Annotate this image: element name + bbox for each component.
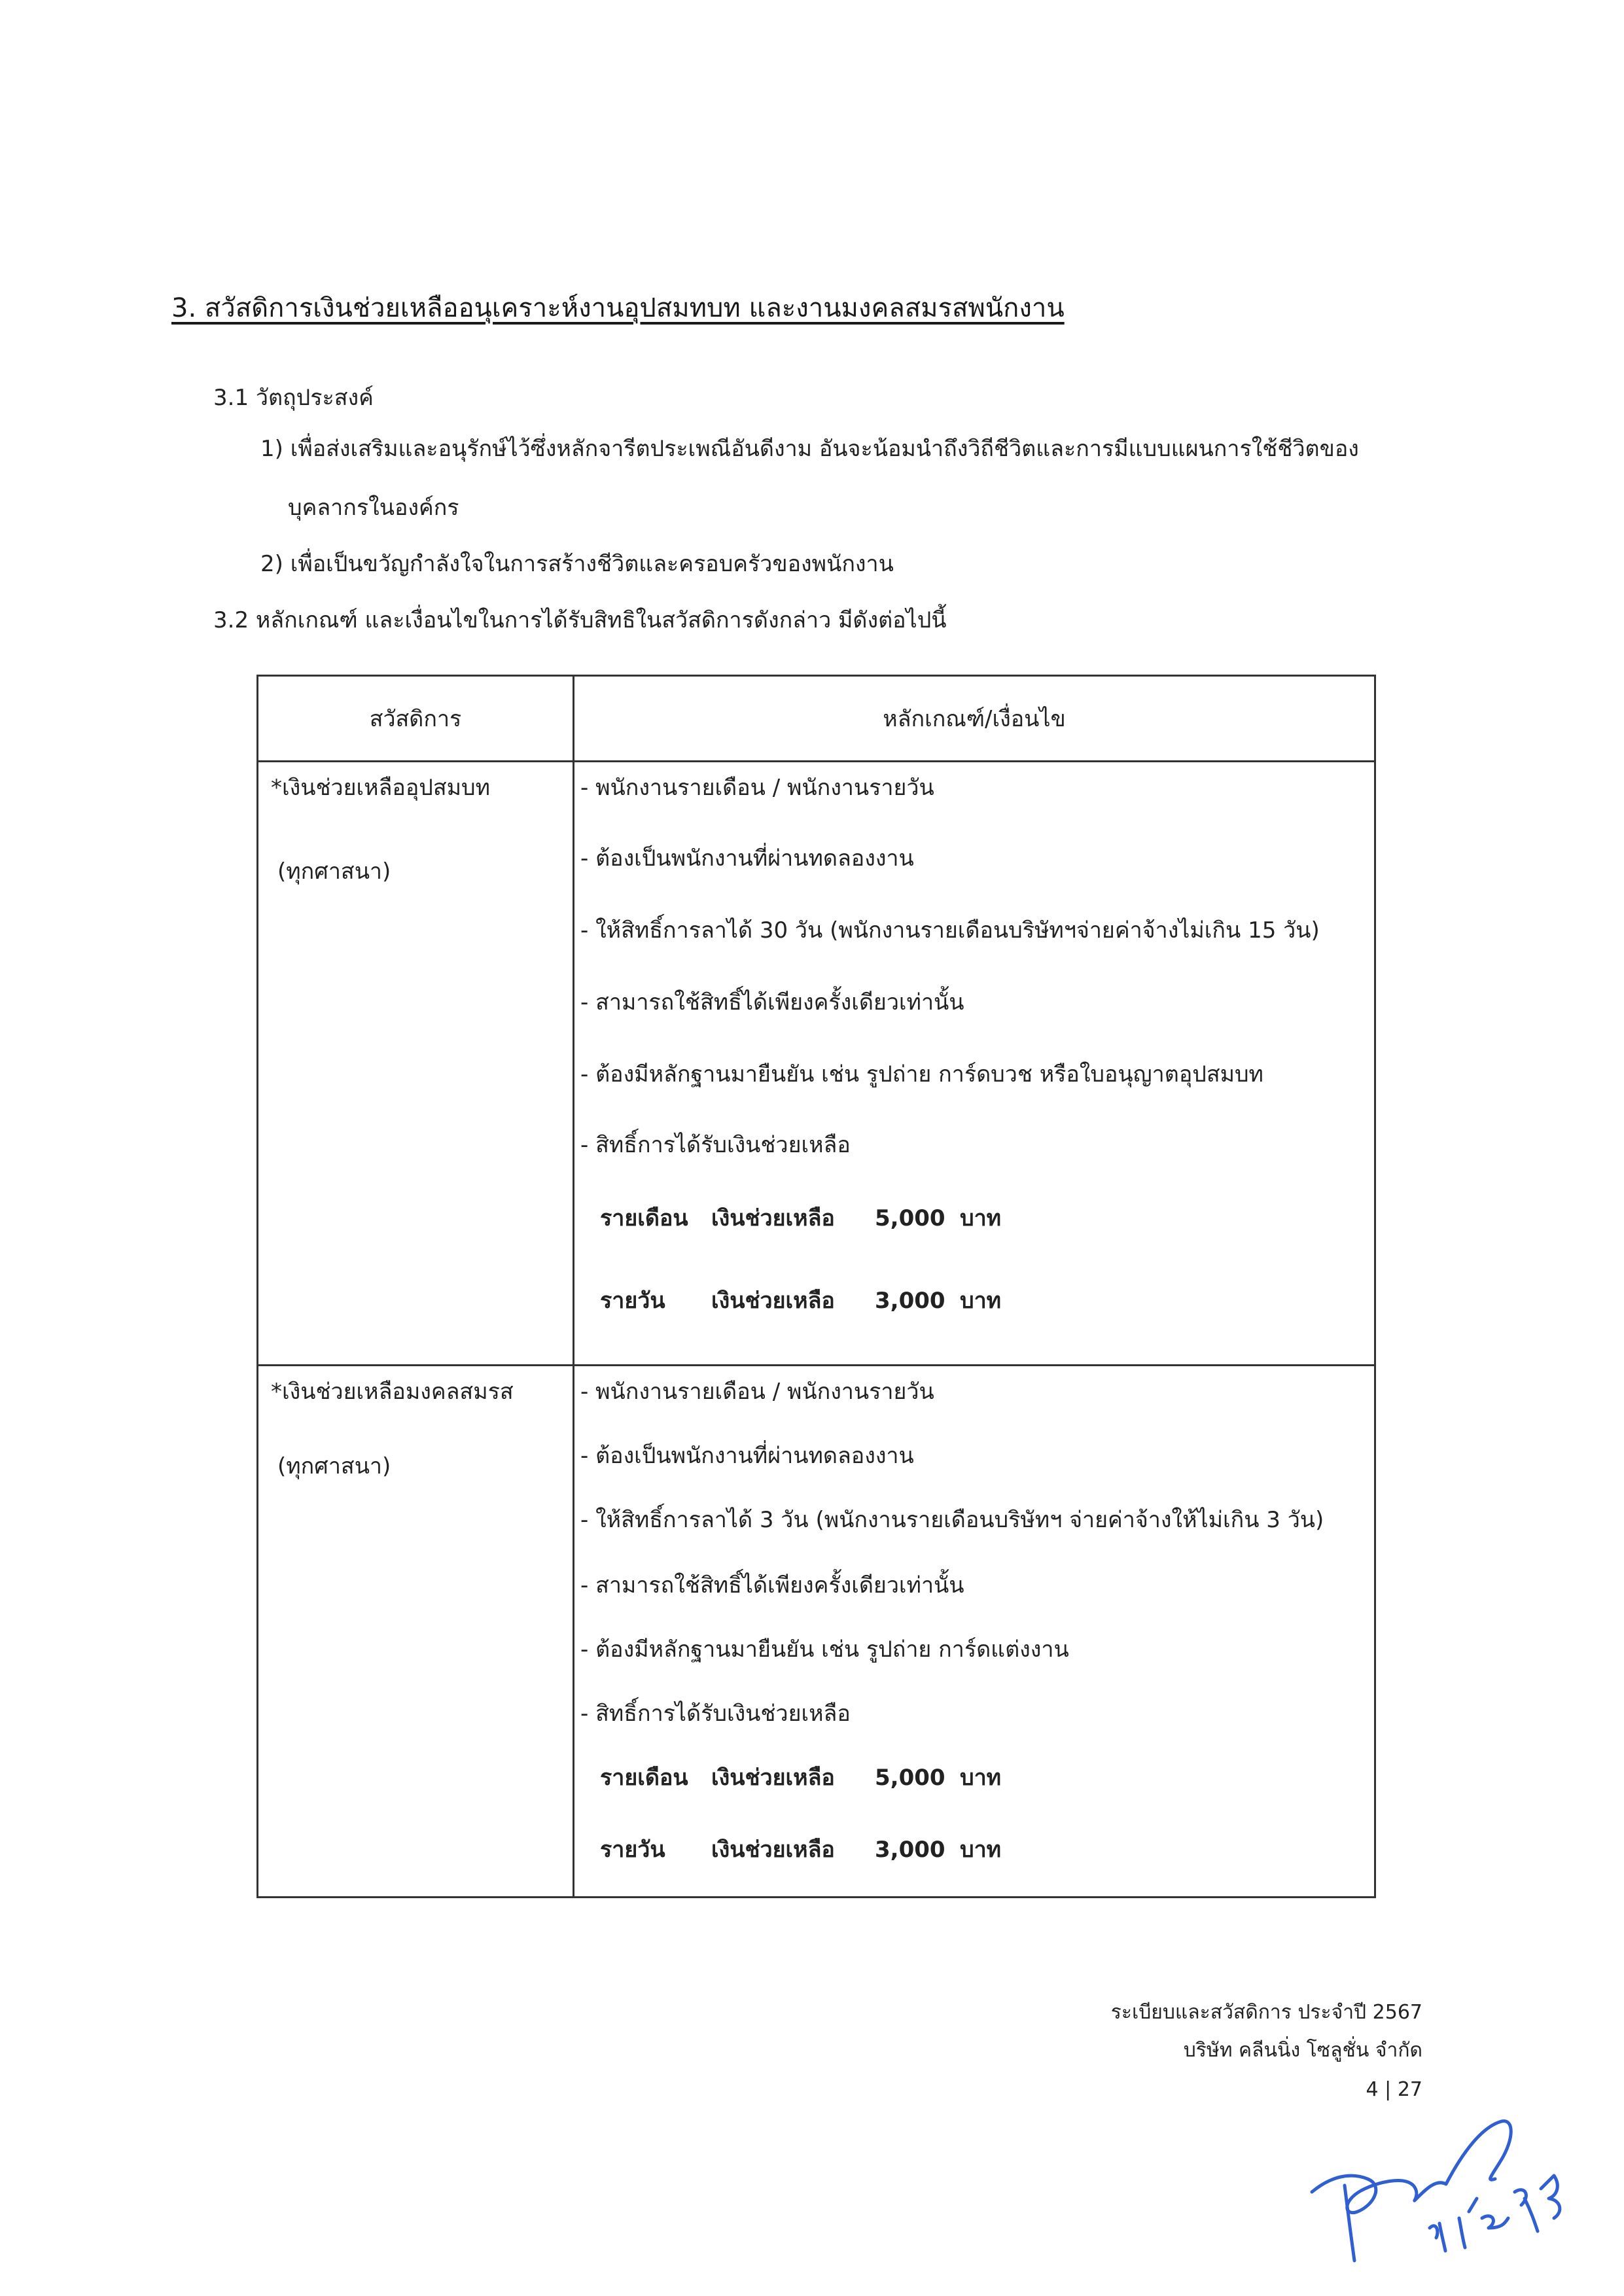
monthly-label: รายเดือน [600,1765,688,1791]
monthly-desc: เงินช่วยเหลือ [711,1205,835,1231]
table-row [258,1366,1375,1898]
footer-regulation: ระเบียบและสวัสดิการ ประจำปี 2567 [1110,2001,1422,2024]
footer-company: บริษัท คลีนนิ่ง โซลูชั่น จำกัด [1183,2039,1422,2062]
daily-desc: เงินช่วยเหลือ [711,1288,835,1314]
welfare-name: *เงินช่วยเหลือมงคลสมรส [271,1379,514,1405]
header-welfare: สวัสดิการ [258,676,574,762]
welfare-table [256,675,1376,1898]
handwritten-signature [1305,2113,1580,2270]
table-header-row [258,676,1375,762]
criteria-line: - พนักงานรายเดือน / พนักงานรายวัน [580,1379,934,1405]
daily-amount: 3,000 [875,1837,945,1863]
criteria-line: - สิทธิ์การได้รับเงินช่วยเหลือ [580,1701,851,1727]
objective-item-1-line1: 1) เพื่อส่งเสริมและอนุรักษ์ไว้ซึ่งหลักจารีตประเพณีอันดีงาม อันจะน้อมนำถึงวิถีชีวิตและการมีแบบแผนการใช้ชีวิตของ [260,436,1359,462]
table-row [258,762,1375,1366]
objective-item-1-line2: บุคลากรในองค์กร [288,495,459,521]
monthly-unit: บาท [960,1765,1002,1791]
criteria-line: - สามารถใช้สิทธิ์ได้เพียงครั้งเดียวเท่านั้น [580,989,964,1016]
daily-label: รายวัน [600,1837,665,1863]
criteria-line: - ต้องมีหลักฐานมายืนยัน เช่น รูปถ่าย การ์ดบวช หรือใบอนุญาตอุปสมบท [580,1061,1263,1087]
criteria-cell [574,1366,1375,1898]
section-heading: 3. สวัสดิการเงินช่วยเหลืออนุเคราะห์งานอุปสมทบท และงานมงคลสมรสพนักงาน [171,293,1065,323]
welfare-note: (ทุกศาสนา) [277,858,391,885]
monthly-amount: 5,000 [875,1765,945,1791]
daily-label: รายวัน [600,1288,665,1314]
monthly-unit: บาท [960,1205,1002,1231]
criteria-line: - สามารถใช้สิทธิ์ได้เพียงครั้งเดียวเท่านั้น [580,1572,964,1598]
criteria-line: - ต้องเป็นพนักงานที่ผ่านทดลองงาน [580,845,914,872]
welfare-name-cell [258,1366,574,1898]
daily-amount: 3,000 [875,1288,945,1314]
criteria-line: - ให้สิทธิ์การลาได้ 30 วัน (พนักงานรายเดือนบริษัทฯจ่ายค่าจ้างไม่เกิน 15 วัน) [580,917,1320,944]
monthly-desc: เงินช่วยเหลือ [711,1765,835,1791]
daily-unit: บาท [960,1837,1002,1863]
welfare-name-cell [258,762,574,1366]
daily-amount-line [600,1282,1001,1318]
criteria-line: - ต้องเป็นพนักงานที่ผ่านทดลองงาน [580,1443,914,1469]
header-criteria: หลักเกณฑ์/เงื่อนไข [574,676,1375,762]
daily-unit: บาท [960,1288,1002,1314]
page-number: 4 | 27 [1366,2078,1422,2101]
daily-amount-line [600,1831,1001,1867]
monthly-label: รายเดือน [600,1205,688,1231]
welfare-note: (ทุกศาสนา) [277,1453,391,1479]
monthly-amount: 5,000 [875,1205,945,1231]
criteria-line: - ให้สิทธิ์การลาได้ 3 วัน (พนักงานรายเดือนบริษัทฯ จ่ายค่าจ้างให้ไม่เกิน 3 วัน) [580,1507,1324,1533]
criteria-line: - พนักงานรายเดือน / พนักงานรายวัน [580,775,934,801]
criteria-cell [574,762,1375,1366]
criteria-line: - ต้องมีหลักฐานมายืนยัน เช่น รูปถ่าย การ์ดแต่งงาน [580,1636,1069,1663]
objective-item-2: 2) เพื่อเป็นขวัญกำลังใจในการสร้างชีวิตและครอบครัวของพนักงาน [260,551,894,577]
monthly-amount-line [600,1759,1001,1795]
criteria-line: - สิทธิ์การได้รับเงินช่วยเหลือ [580,1132,851,1158]
section-3-1-title: 3.1 วัตถุประสงค์ [213,385,374,411]
daily-desc: เงินช่วยเหลือ [711,1837,835,1863]
monthly-amount-line [600,1200,1001,1235]
section-3-2-title: 3.2 หลักเกณฑ์ และเงื่อนไขในการได้รับสิทธิในสวัสดิการดังกล่าว มีดังต่อไปนี้ [213,607,947,633]
welfare-name: *เงินช่วยเหลืออุปสมบท [271,775,491,801]
